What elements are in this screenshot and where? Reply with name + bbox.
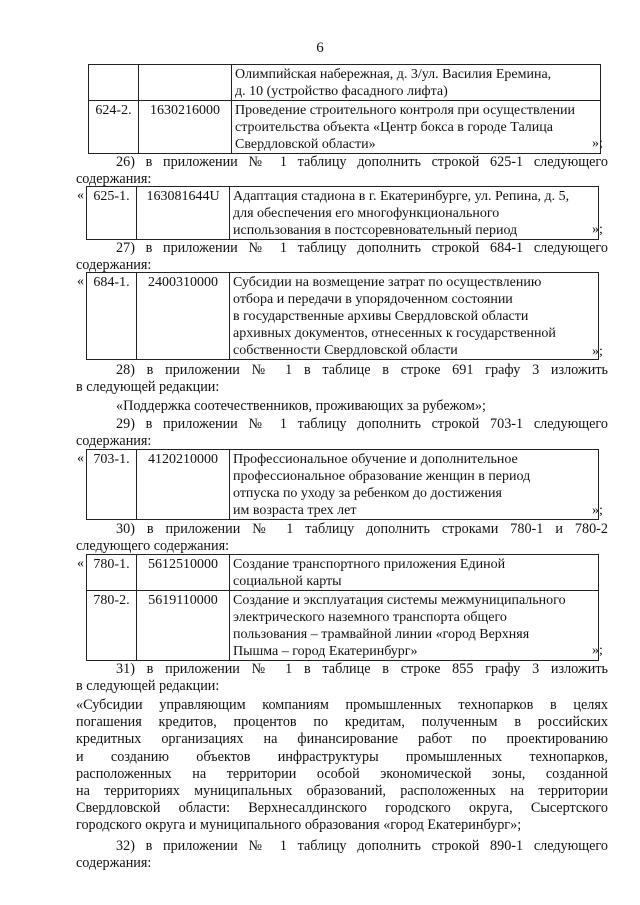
table-row: 624-2. 1630216000 Проведение строительного контроля при осуществлении строительства объекта «Центр бокса в городе Талица Свердловской области» (89, 101, 601, 154)
closing-quote: »; (592, 136, 603, 151)
closing-quote: »; (592, 222, 603, 237)
table-row: 625-1. 163081644U Адаптация стадиона в г. Екатеринбурге, ул. Репина, д. 5, для обеспечения его многофункционального использования в постсоревновательный период (87, 187, 599, 240)
opening-quote: « (77, 451, 84, 466)
closing-quote: »; (592, 643, 603, 658)
quote-28: «Поддержка соотечественников, проживающих за рубежом»; (116, 398, 486, 414)
table-26 (86, 186, 599, 240)
table-row: 780-1. 5612510000 Создание транспортного приложения Единой социальной карты (87, 555, 599, 591)
paragraph-32: 32) в приложении № 1 таблицу дополнить строкой 890-1 следующего содержания: (76, 838, 608, 871)
closing-quote: »; (592, 503, 603, 518)
table-27 (86, 272, 599, 360)
paragraph-28: 28) в приложении № 1 в таблице в строке 691 графу 3 изложить в следующей редакции: (76, 362, 608, 395)
paragraph-27: 27) в приложении № 1 таблицу дополнить строкой 684-1 следующего содержания: (76, 240, 608, 273)
paragraph-26: 26) в приложении № 1 таблицу дополнить строкой 625-1 следующего содержания: (76, 154, 608, 187)
opening-quote: « (77, 556, 84, 571)
paragraph-29: 29) в приложении № 1 таблицу дополнить строкой 703-1 следующего содержания: (76, 416, 608, 449)
table-29 (86, 449, 599, 520)
table-top (88, 64, 601, 154)
paragraph-31: 31) в приложении № 1 в таблице в строке 855 графу 3 изложить в следующей редакции: (76, 661, 608, 694)
table-row: 780-2. 5619110000 Создание и эксплуатация системы межмуниципального электрического наземного транспорта общего пользования – трамвайной линии «город Верхняя Пышма – город Екатеринбург» (87, 591, 599, 661)
closing-quote: »; (592, 344, 603, 359)
table-30 (86, 554, 599, 661)
opening-quote: « (77, 188, 84, 203)
page-number: 6 (316, 40, 324, 56)
table-row: 703-1. 4120210000 Профессиональное обучение и дополнительное профессиональное образование женщин в период отпуска по уходу за ребенком до достижения им возраста трех лет (87, 450, 599, 520)
quote-31: «Субсидии управляющим компаниям промышленных технопарков в целях погашения кредитов, процентов по кредитам, полученным в российских кредитных организациях на финансирование работ по проектированию и созданию объектов инфраструктуры промышленных технопарков, расположенных на территории особой экономической зоны, созданной на территориях муниципальных образований, расположенных на территории Свердловской области: Верхнесалдинского городского округа, Сысертского городского округа и муниципального образования «город Екатеринбург»; (76, 697, 608, 834)
table-row: 684-1. 2400310000 Субсидии на возмещение затрат по осуществлению отбора и передачи в упорядоченном состоянии в государственные архивы Свердловской области архивных документов, отнесенных к государственной собственности Свердловской области (87, 273, 599, 360)
table-row: Олимпийская набережная, д. 3/ул. Василия Еремина, д. 10 (устройство фасадного лифта) (89, 65, 601, 101)
paragraph-30: 30) в приложении № 1 таблицу дополнить строками 780-1 и 780-2 следующего содержания: (76, 521, 608, 554)
opening-quote: « (77, 274, 84, 289)
